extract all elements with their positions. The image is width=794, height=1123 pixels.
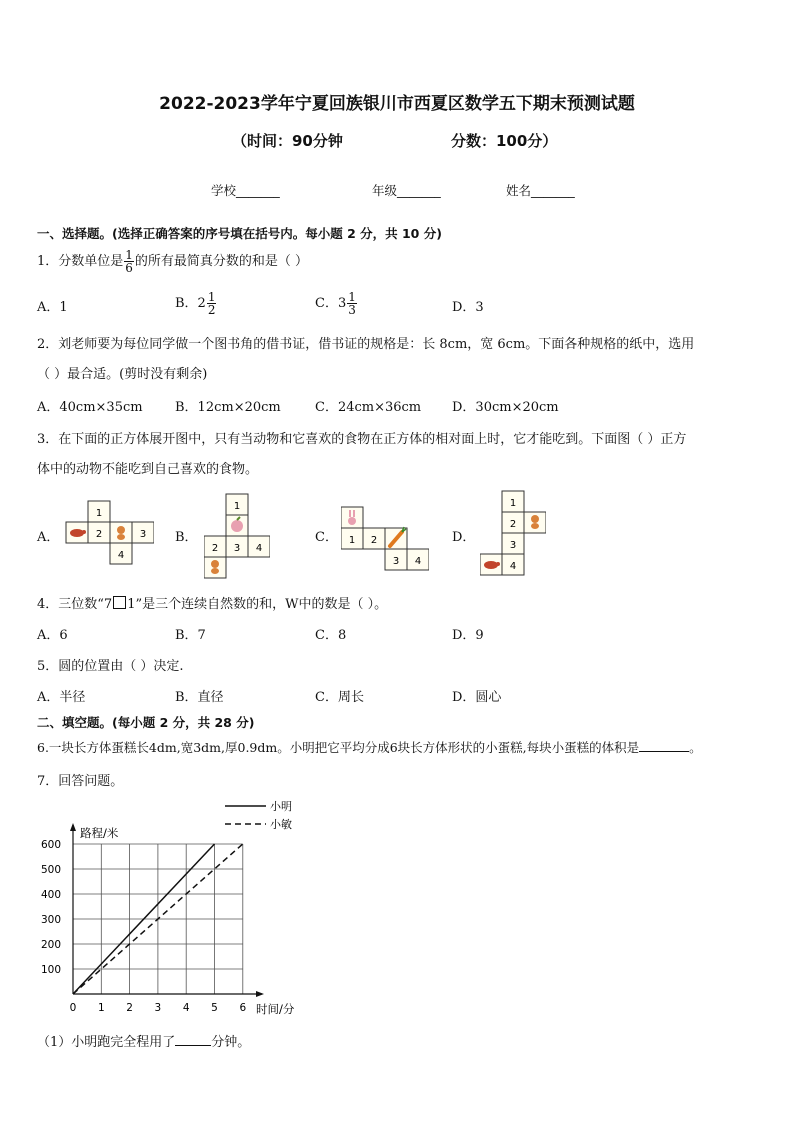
exam-score: 分数：100分）	[451, 132, 558, 150]
cube-net-d	[480, 490, 546, 576]
q5-option-c: C．周长	[315, 690, 364, 705]
cube-net-a	[64, 500, 154, 566]
q1-option-b-fraction	[207, 291, 217, 316]
net-c-label-3: 3	[392, 556, 400, 567]
net-b-label-4: 4	[255, 543, 263, 554]
q1-option-a: A．1	[37, 300, 68, 315]
page-title: 2022-2023学年宁夏回族银川市西夏区数学五下期末预测试题	[159, 94, 635, 114]
cube-net-b	[204, 493, 270, 579]
distance-time-chart	[30, 795, 330, 1025]
y-tick-label: 200	[40, 939, 61, 951]
net-b-label-2: 2	[211, 543, 219, 554]
net-d-label-4: 4	[509, 561, 517, 572]
fraction-denominator: 3	[348, 303, 356, 317]
net-d-label-2: 2	[509, 519, 517, 530]
q2-option-d: D．30cm×20cm	[452, 400, 559, 415]
net-a-label-1: 1	[95, 508, 103, 519]
question-7-1	[37, 1031, 250, 1050]
q4-option-c: C．8	[315, 628, 347, 643]
q3-option-d: D．	[452, 530, 476, 545]
name-field: 姓名_______	[506, 183, 575, 198]
question-6	[37, 738, 702, 756]
question-2-line1: 2．刘老师要为每位同学做一个图书角的借书证，借书证的规格是：长 8cm，宽 6cm。下面各种规格的纸中，选用	[37, 337, 695, 352]
q5-option-d: D．圆心	[452, 690, 502, 705]
x-tick-label: 5	[211, 1002, 218, 1014]
q2-option-b: B．12cm×20cm	[175, 400, 281, 415]
net-b-label-1: 1	[233, 501, 241, 512]
y-tick-label: 300	[40, 914, 61, 926]
y-axis-arrow-icon	[70, 823, 76, 831]
question-6-text: 6.一块长方体蛋糕长4dm,宽3dm,厚0.9dm。小明把它平均分成6块长方体形状的小蛋糕,每块小蛋糕的体积是	[37, 740, 640, 755]
question-3-line1: 3．在下面的正方体展开图中，只有当动物和它喜欢的食物在正方体的相对面上时，它才能吃到。下面图（ ）正方	[37, 432, 687, 447]
section-heading-choice: 一、选择题。(选择正确答案的序号填在括号内。每小题 2 分，共 10 分)	[37, 226, 442, 241]
legend-label: 小明	[270, 800, 292, 813]
y-tick-label: 600	[40, 839, 61, 851]
q4-option-a: A．6	[37, 628, 68, 643]
x-axis-arrow-icon	[256, 991, 264, 997]
q2-option-c: C．24cm×36cm	[315, 400, 422, 415]
x-tick-label: 4	[182, 1002, 190, 1014]
x-tick-label: 1	[97, 1002, 105, 1014]
question-7-1-end: 分钟。	[211, 1035, 251, 1050]
q5-option-a: A．半径	[37, 690, 86, 705]
net-d-label-3: 3	[509, 540, 517, 551]
net-a-label-3: 3	[139, 529, 147, 540]
q1-option-b-whole: B．2	[175, 296, 206, 311]
fraction-numerator: 1	[207, 290, 216, 304]
question-6-end: 。	[689, 740, 702, 755]
question-5: 5．圆的位置由（ ）决定.	[37, 659, 184, 674]
question-1-prefix: 1．分数单位是	[37, 254, 124, 269]
q5-option-b: B．直径	[175, 690, 224, 705]
net-c-label-4: 4	[414, 556, 422, 567]
q1-option-d: D．3	[452, 300, 484, 315]
question-3-line2: 体中的动物不能吃到自己喜欢的食物。	[37, 462, 259, 477]
net-b-label-3: 3	[233, 543, 241, 554]
question-1	[37, 248, 308, 276]
legend-label: 小敏	[270, 818, 292, 831]
y-tick-label: 100	[40, 964, 61, 976]
blank-box-icon	[113, 596, 126, 609]
exam-time: （时间：90分钟	[232, 132, 343, 150]
fraction-denominator: 2	[207, 303, 216, 317]
net-c-label-2: 2	[370, 535, 378, 546]
question-2-line2: （ ）最合适。(剪时没有剩余)	[37, 367, 208, 382]
question-7-1-text: （1）小明跑完全程用了	[37, 1035, 176, 1050]
net-c-label-1: 1	[348, 535, 356, 546]
net-a-label-4: 4	[117, 550, 125, 561]
school-field: 学校_______	[211, 183, 280, 198]
x-tick-label: 0	[69, 1002, 77, 1014]
fraction-numerator: 1	[125, 248, 133, 262]
net-a-label-2: 2	[95, 529, 103, 540]
q1-option-b	[175, 290, 217, 318]
x-tick-label: 3	[154, 1002, 162, 1014]
fraction-one-sixth	[124, 249, 134, 274]
q3-option-a: A．	[37, 530, 60, 545]
question-4-suffix: 1”是三个连续自然数的和，W中的数是（ ）。	[127, 597, 388, 612]
y-axis-label: 路程/米	[80, 826, 119, 840]
answer-blank[interactable]	[175, 1045, 211, 1046]
section-heading-fill: 二、填空题。(每小题 2 分，共 28 分)	[37, 715, 255, 730]
x-axis-label: 时间/分	[256, 1002, 295, 1016]
y-tick-label: 500	[40, 864, 61, 876]
question-7: 7．回答问题。	[37, 774, 124, 789]
net-d-label-1: 1	[509, 498, 517, 509]
fraction-numerator: 1	[348, 290, 356, 304]
cube-net-c	[341, 506, 429, 572]
grade-field: 年级_______	[372, 183, 441, 198]
q3-option-c: C．	[315, 530, 338, 545]
question-1-suffix: 的所有最简真分数的和是（ ）	[134, 254, 309, 269]
q3-option-b: B．	[175, 530, 198, 545]
x-tick-label: 6	[239, 1002, 247, 1014]
q2-option-a: A．40cm×35cm	[37, 400, 143, 415]
question-4	[37, 593, 387, 612]
q1-option-c-fraction	[347, 291, 357, 316]
q1-option-c	[315, 290, 358, 318]
x-tick-label: 2	[126, 1002, 133, 1014]
y-tick-label: 400	[40, 889, 61, 901]
q4-option-b: B．7	[175, 628, 206, 643]
question-4-prefix: 4．三位数“7	[37, 597, 113, 612]
fraction-denominator: 6	[125, 261, 133, 275]
q4-option-d: D．9	[452, 628, 484, 643]
q1-option-c-whole: C．3	[315, 296, 347, 311]
answer-blank[interactable]	[639, 751, 689, 752]
